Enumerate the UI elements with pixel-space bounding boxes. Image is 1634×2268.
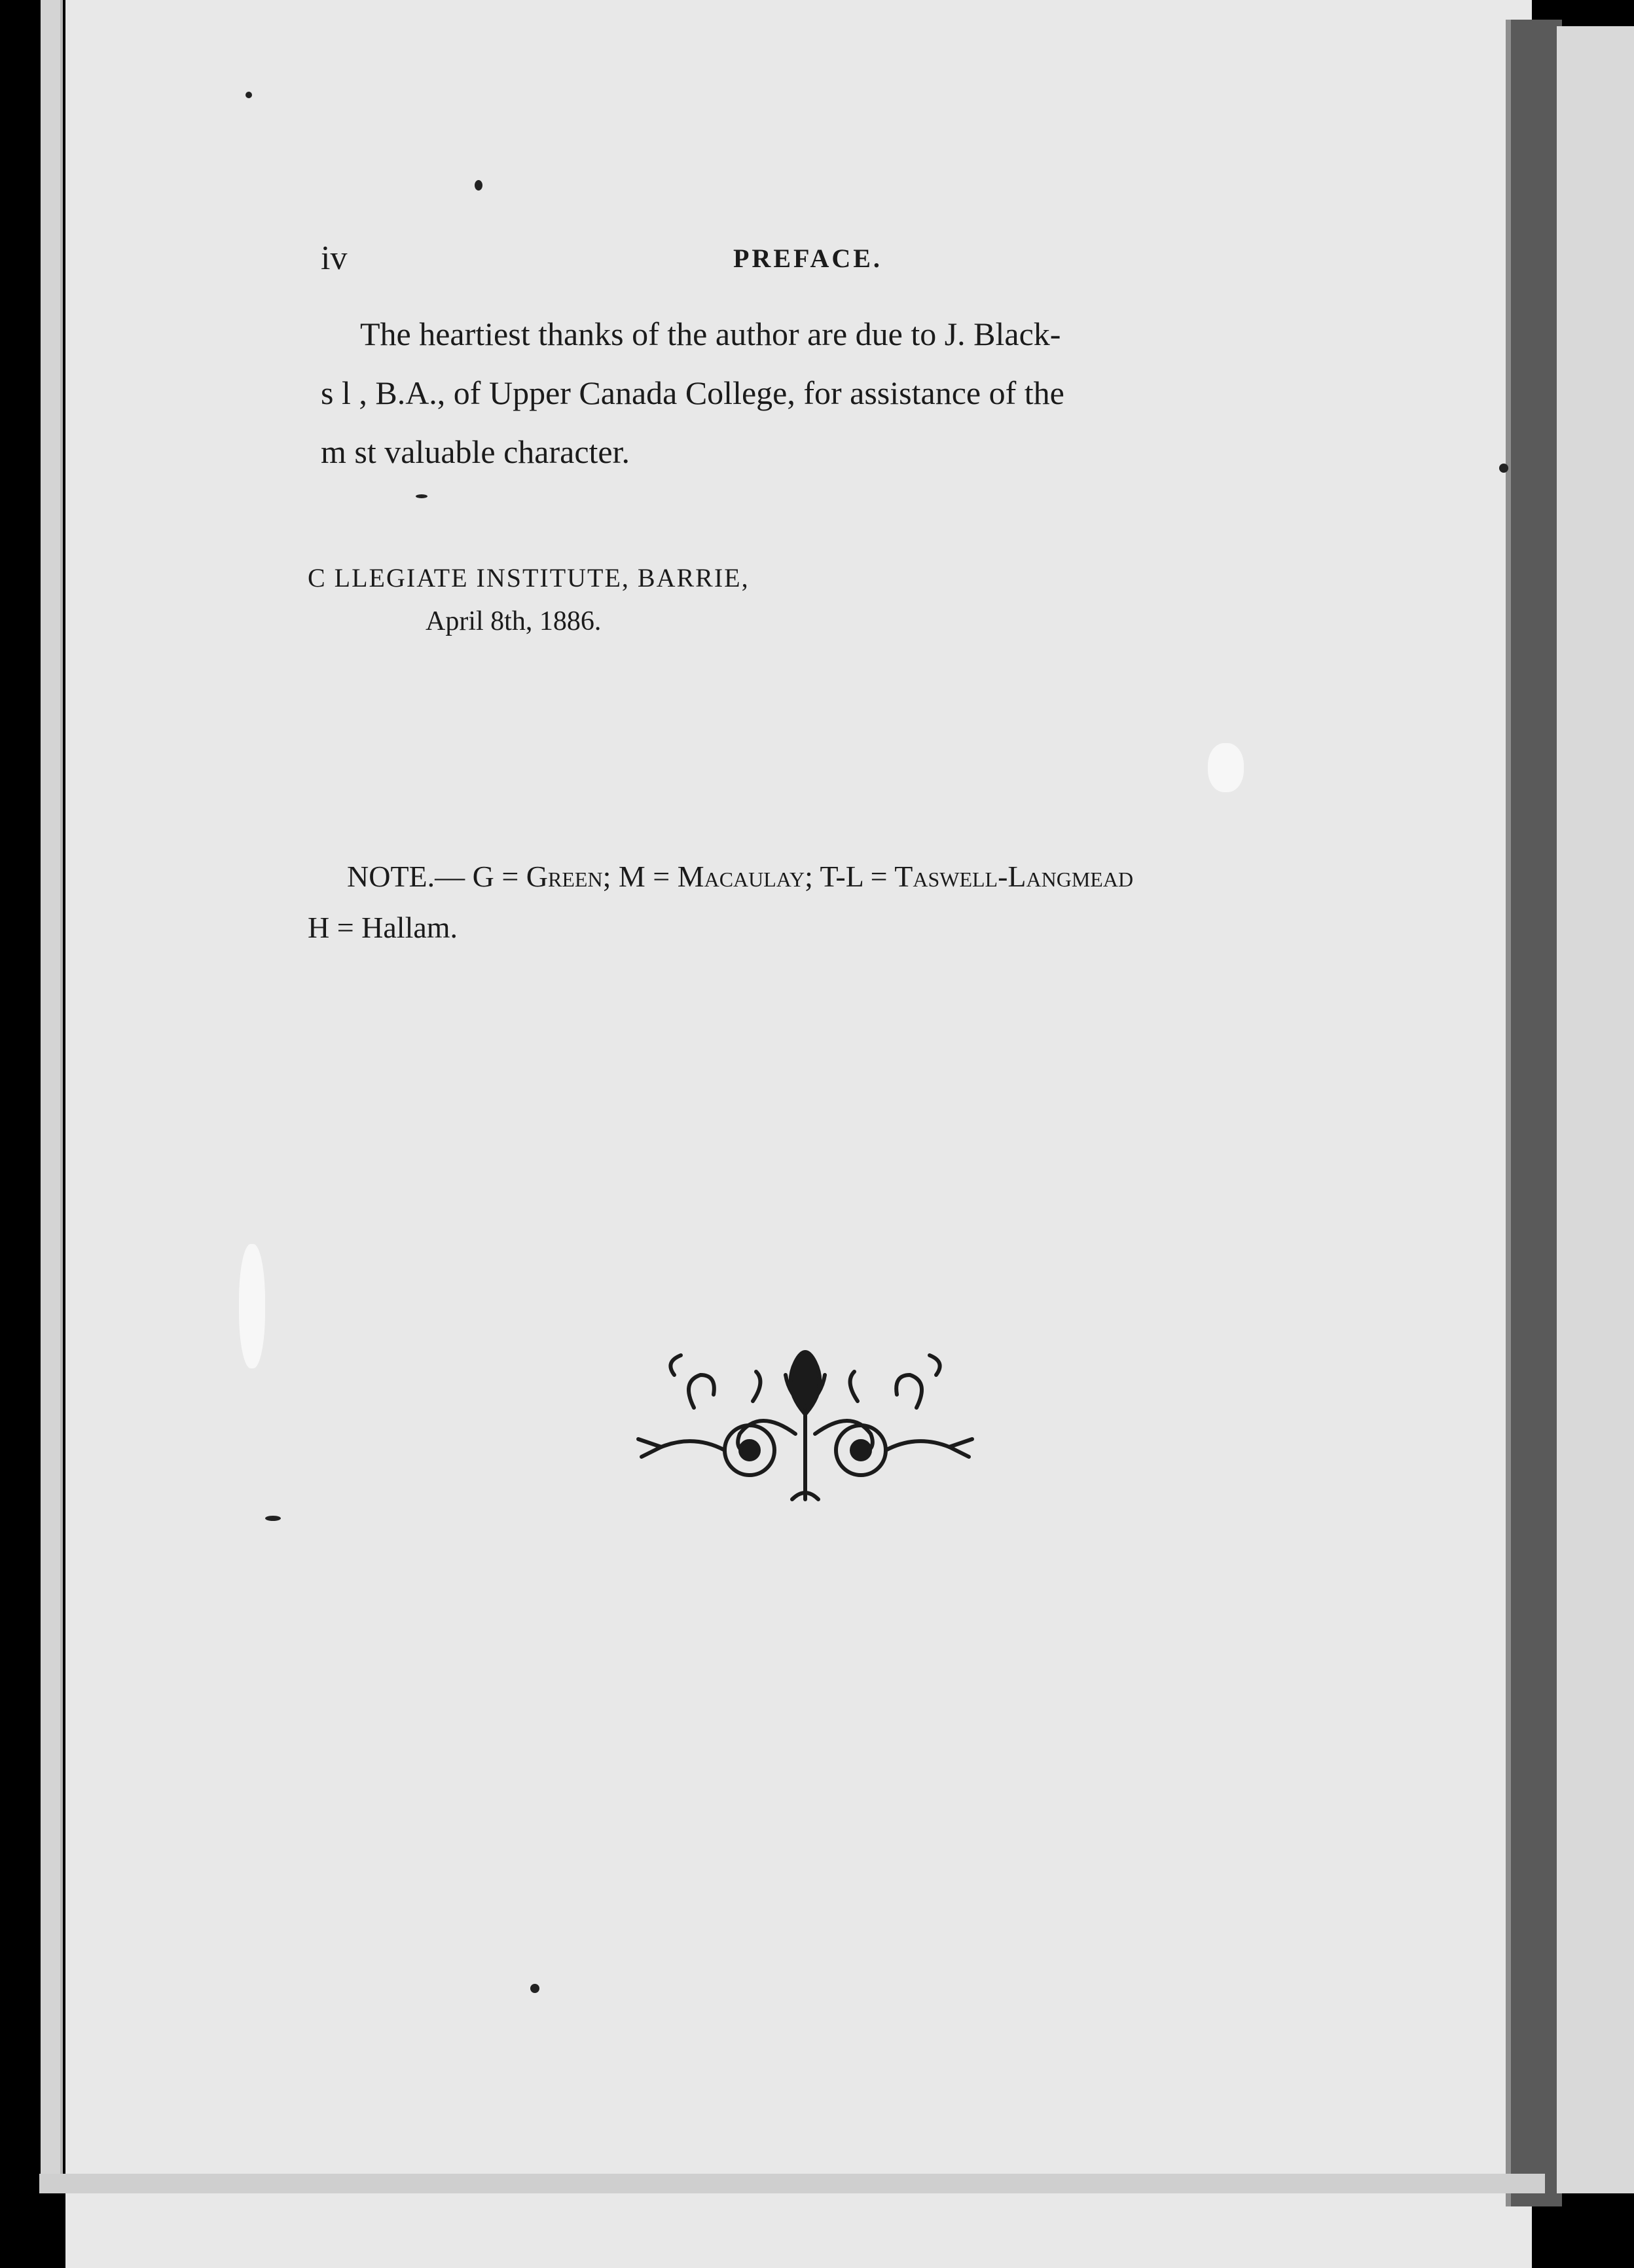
scan-speck (245, 92, 252, 98)
paragraph-line: s l , B.A., of Upper Canada College, for assistance of the (321, 375, 1064, 411)
scan-blemish (239, 1244, 265, 1368)
scan-speck (475, 180, 482, 191)
signature-institution: C LLEGIATE INSTITUTE, BARRIE, (308, 563, 750, 593)
floral-ornament-icon (635, 1336, 975, 1512)
signature-block (308, 557, 750, 643)
scan-speck (1499, 464, 1508, 473)
scan-speck (530, 1984, 539, 1993)
page-header (321, 239, 1355, 285)
running-head: PREFACE. (733, 244, 882, 273)
page-left-margin (41, 0, 63, 2174)
note-line: H = Hallam. (308, 911, 458, 944)
scan-speck (416, 494, 427, 498)
page-bottom-edge (39, 2174, 1545, 2193)
acknowledgement-paragraph (321, 304, 1355, 481)
book-spine-shadow (1506, 20, 1562, 2206)
scan-blemish (1208, 743, 1244, 792)
scan-speck (265, 1516, 281, 1521)
facing-page-edge (1557, 26, 1634, 2193)
page-number: iv (321, 240, 348, 277)
paragraph-line: The heartiest thanks of the author are due to J. Black- (360, 316, 1061, 352)
abbreviation-note (308, 851, 1133, 953)
note-line: NOTE.— G = Green; M = Macaulay; T-L = Taswell-Langmead (347, 860, 1134, 893)
signature-date: April 8th, 1886. (426, 606, 602, 636)
paragraph-line: m st valuable character. (321, 433, 630, 470)
